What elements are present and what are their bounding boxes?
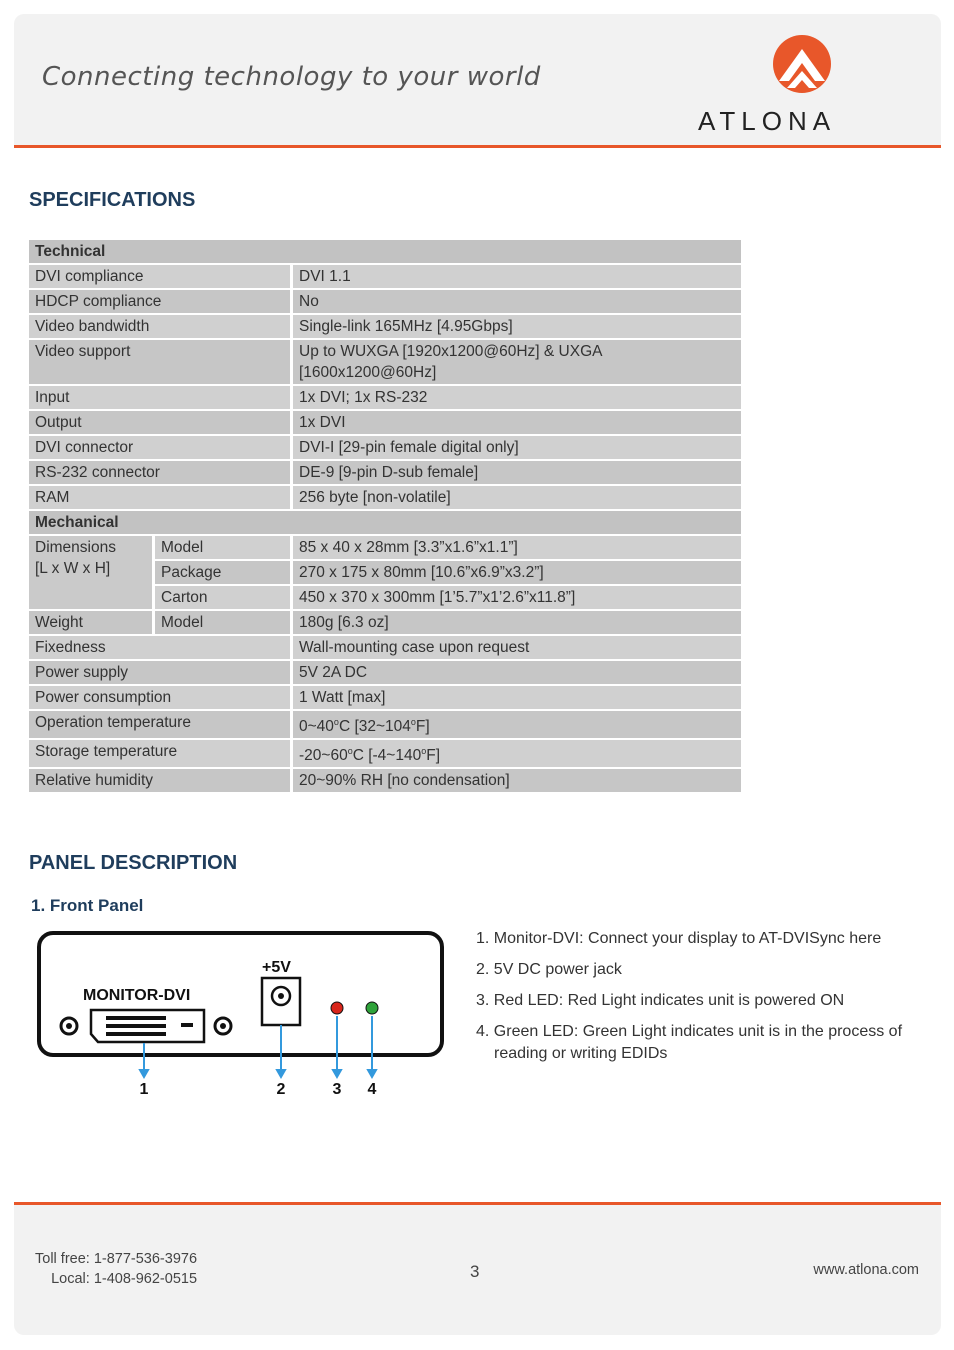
spec-value: 5V 2A DC: [293, 661, 741, 684]
table-row: [29, 386, 741, 409]
table-row: [29, 711, 741, 738]
front-panel-legend: [476, 928, 936, 1074]
table-row: [29, 686, 741, 709]
spec-value: 1x DVI: [293, 411, 741, 434]
table-row: [29, 486, 741, 509]
spec-value: DE-9 [9-pin D-sub female]: [293, 461, 741, 484]
power-label: +5V: [262, 959, 291, 976]
spec-label: RS-232 connector: [29, 461, 293, 484]
panel-description-title: PANEL DESCRIPTION: [29, 852, 238, 874]
table-row: [29, 740, 741, 767]
spec-value: Wall-mounting case upon request: [293, 636, 741, 659]
logo-mark-icon: [773, 35, 831, 93]
spec-value: Up to WUXGA [1920x1200@60Hz] & UXGA [1600x1200@60Hz]: [293, 340, 741, 384]
spec-label: Relative humidity: [29, 769, 293, 792]
monitor-dvi-label: MONITOR-DVI: [83, 987, 191, 1004]
spec-label: Power consumption: [29, 686, 293, 709]
list-item: 2. 5V DC power jack: [476, 961, 622, 978]
tagline: Connecting technology to your world: [42, 62, 541, 92]
spec-label: DVI compliance: [29, 265, 293, 288]
spec-label: Input: [29, 386, 293, 409]
spec-sublabel: Carton: [155, 586, 293, 609]
table-row: [29, 340, 741, 384]
spec-label: Output: [29, 411, 293, 434]
spec-value: DVI 1.1: [293, 265, 741, 288]
spec-value: -20~60$^o$C [-4~140$^o$F]: [293, 740, 741, 767]
table-row: [29, 315, 741, 338]
callout-1: 1: [139, 1081, 149, 1098]
list-item: 4. Green LED: Green Light indicates unit is in the process of reading or writing EDIDs: [476, 1023, 903, 1062]
table-row: [29, 536, 741, 559]
spec-value: 270 x 175 x 80mm [10.6”x6.9”x3.2”]: [293, 561, 741, 584]
spec-label: HDCP compliance: [29, 290, 293, 313]
callout-4: 4: [367, 1081, 377, 1098]
spec-label: Fixedness: [29, 636, 293, 659]
spec-value: 256 byte [non-volatile]: [293, 486, 741, 509]
spec-label: Power supply: [29, 661, 293, 684]
spec-value: 1 Watt [max]: [293, 686, 741, 709]
table-row: [29, 411, 741, 434]
table-row: [29, 240, 741, 263]
spec-value: 20~90% RH [no condensation]: [293, 769, 741, 792]
spec-value: 85 x 40 x 28mm [3.3”x1.6”x1.1”]: [293, 536, 741, 559]
spec-label: RAM: [29, 486, 293, 509]
dimensions-label: [29, 536, 155, 609]
red-led-icon: [331, 1002, 343, 1014]
spec-sublabel: Model: [155, 611, 293, 634]
header-rule: [14, 145, 941, 148]
callout-2: 2: [276, 1081, 286, 1098]
spec-value: 1x DVI; 1x RS-232: [293, 386, 741, 409]
list-item: 1. Monitor-DVI: Connect your display to AT-DVISync here: [476, 930, 882, 947]
front-panel-diagram: [36, 930, 446, 1100]
brand-wordmark: ATLONA: [698, 106, 837, 132]
table-row: [29, 290, 741, 313]
website-link[interactable]: www.atlona.com: [813, 1262, 919, 1278]
spec-label: Operation temperature: [29, 711, 293, 738]
front-panel-title: 1. Front Panel: [31, 896, 144, 915]
spec-label: Video bandwidth: [29, 315, 293, 338]
spec-label: Video support: [29, 340, 293, 384]
table-row: [29, 461, 741, 484]
spec-value: 450 x 370 x 300mm [1’5.7”x1’2.6”x11.8”]: [293, 586, 741, 609]
spec-value: 0~40$^o$C [32~104$^o$F]: [293, 711, 741, 738]
table-row: [29, 265, 741, 288]
spec-label: Weight: [29, 611, 155, 634]
dimensions-label-line: Dimensions: [35, 539, 116, 556]
spec-sublabel: Model: [155, 536, 293, 559]
spec-value: 180g [6.3 oz]: [293, 611, 741, 634]
table-row: [29, 611, 741, 634]
mechanical-heading: Mechanical: [29, 511, 741, 534]
table-row: [29, 661, 741, 684]
dimensions-label-line: [L x W x H]: [35, 560, 111, 577]
spec-value: DVI-I [29-pin female digital only]: [293, 436, 741, 459]
contact-info: [35, 1249, 197, 1289]
technical-heading: Technical: [29, 240, 741, 263]
specifications-table: [29, 238, 741, 794]
specifications-title: SPECIFICATIONS: [29, 189, 196, 211]
page-number: 3: [470, 1262, 480, 1281]
list-item: 3. Red LED: Red Light indicates unit is powered ON: [476, 992, 845, 1009]
toll-free: Toll free: 1-877-536-3976: [35, 1251, 198, 1267]
local-phone: Local: 1-408-962-0515: [51, 1271, 198, 1287]
table-row: [29, 636, 741, 659]
spec-label: Storage temperature: [29, 740, 293, 767]
callout-3: 3: [332, 1081, 342, 1098]
table-row: [29, 511, 741, 534]
table-row: [29, 769, 741, 792]
green-led-icon: [366, 1002, 378, 1014]
spec-value: No: [293, 290, 741, 313]
atlona-logo: [696, 32, 916, 132]
spec-label: DVI connector: [29, 436, 293, 459]
spec-value: Single-link 165MHz [4.95Gbps]: [293, 315, 741, 338]
table-row: [29, 436, 741, 459]
spec-sublabel: Package: [155, 561, 293, 584]
